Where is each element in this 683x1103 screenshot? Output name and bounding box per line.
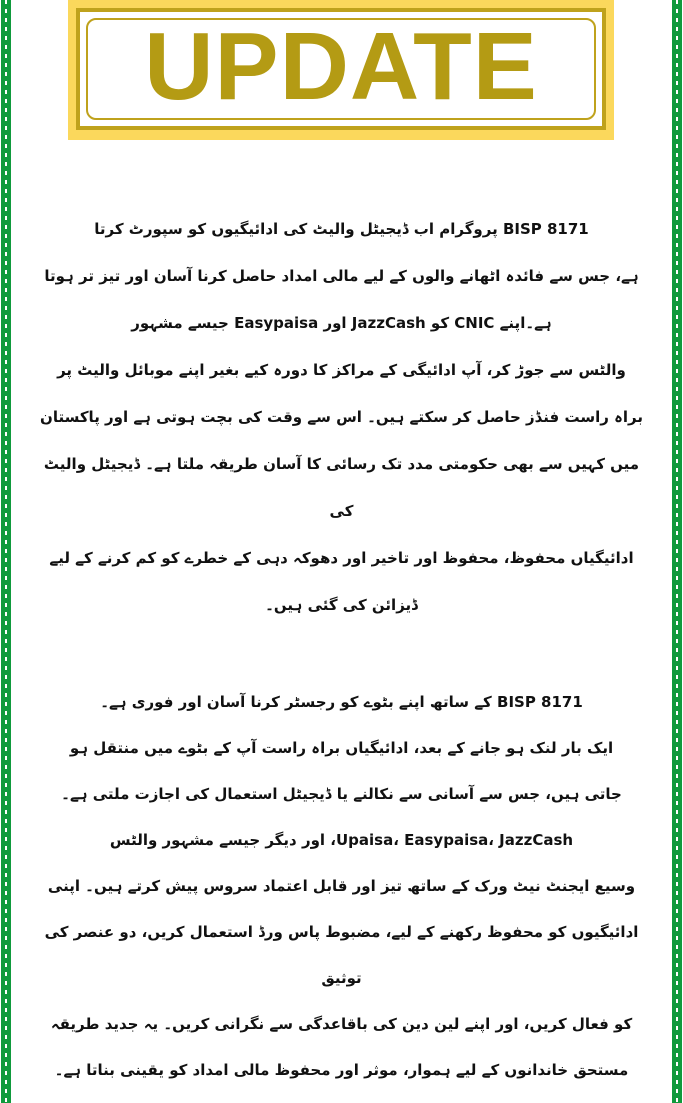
- text-line: ڈیزائن کی گئی ہیں۔: [265, 596, 418, 614]
- text-line: BISP 8171 پروگرام اب ڈیجیٹل والیٹ کی ادائیگیوں کو سپورٹ کرتا: [94, 220, 589, 238]
- text-line: وسیع ایجنٹ نیٹ ورک کے ساتھ تیز اور قابل اعتماد سروس پیش کرتے ہیں۔ اپنی: [47, 877, 636, 895]
- text-line: ہے۔اپنے CNIC کو JazzCash اور Easypaisa جیسے مشہور: [131, 314, 552, 332]
- text-line: Upaisa، Easypaisa، JazzCash، اور دیگر جیسے مشہور والٹس: [109, 831, 574, 849]
- text-line: براہ راست فنڈز حاصل کر سکتے ہیں۔ اس سے وقت کی بچت ہوتی ہے اور پاکستان: [40, 408, 643, 426]
- banner-title: UPDATE: [144, 13, 538, 120]
- update-banner: [68, 0, 614, 140]
- paragraph-digital-wallet-support: [36, 206, 647, 629]
- text-line: ایک بار لنک ہو جانے کے بعد، ادائیگیاں براہ راست آپ کے بٹوے میں منتقل ہو: [69, 739, 614, 757]
- text-line: ہے، جس سے فائدہ اٹھانے والوں کے لیے مالی امداد حاصل کرنا آسان اور تیز تر ہوتا: [44, 267, 639, 285]
- text-line: ادائیگیاں محفوظ، محفوظ اور تاخیر اور دھوکہ دہی کے خطرے کو کم کرنے کے لیے: [49, 549, 634, 567]
- left-decorative-border: [1, 0, 11, 1103]
- text-line: جاتی ہیں، جس سے آسانی سے نکالنے یا ڈیجیٹل استعمال کی اجازت ملتی ہے۔: [61, 785, 622, 803]
- paragraph-wallet-registration: [36, 679, 647, 1103]
- text-line: میں کہیں سے بھی حکومتی مدد تک رسائی کا آسان طریقہ ملتا ہے۔ ڈیجیٹل والیٹ کی: [43, 455, 640, 520]
- right-decorative-border: [672, 0, 682, 1103]
- text-line: مستحق خاندانوں کے لیے ہموار، موثر اور محفوظ مالی امداد کو یقینی بناتا ہے۔: [54, 1061, 629, 1079]
- text-line: BISP 8171 کے ساتھ اپنے بٹوے کو رجسٹر کرنا آسان اور فوری ہے۔: [100, 693, 583, 711]
- text-line: ادائیگیوں کو محفوظ رکھنے کے لیے، مضبوط پاس ورڈ استعمال کریں، دو عنصر کی توثیق: [44, 923, 639, 987]
- text-line: کو فعال کریں، اور اپنے لین دین کی باقاعدگی سے نگرانی کریں۔ یہ جدید طریقہ: [50, 1015, 633, 1033]
- text-line: والٹس سے جوڑ کر، آپ ادائیگی کے مراکز کا دورہ کیے بغیر اپنے موبائل والیٹ پر: [57, 361, 626, 379]
